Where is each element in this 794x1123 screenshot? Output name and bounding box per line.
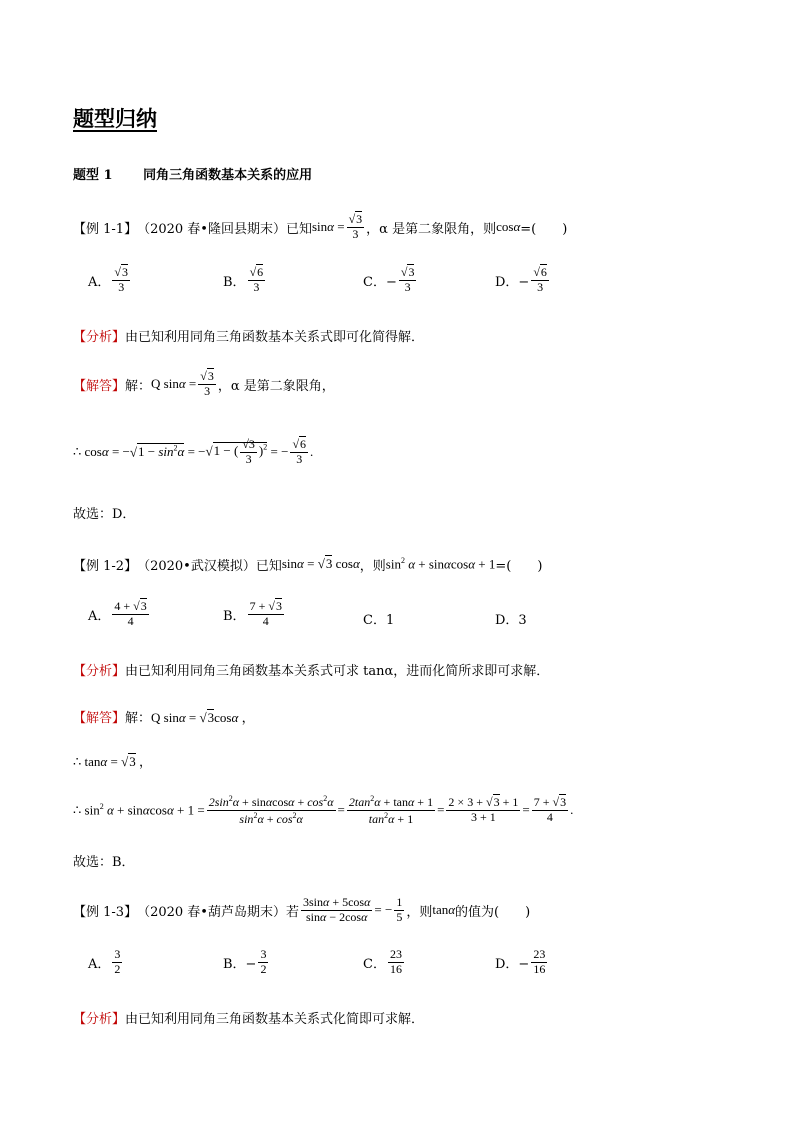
- option-label: D．−: [495, 274, 530, 290]
- option-a: A． $\frac{4 + √3}{4}$: [88, 599, 147, 628]
- choice-1-1: 故选：D．: [73, 507, 136, 522]
- option-a: A． $\frac{√3}{3}$: [88, 265, 128, 294]
- example-1-2-question: 【例 1-2】 （2020•武汉模拟） 已知 sinα = √3 cosα ，则 $\sin^2 \alpha + \sin\alpha\cos\alpha + 1$ =( ): [73, 555, 543, 574]
- option-label: B．−: [223, 956, 257, 972]
- option-d: [495, 609, 527, 628]
- option-b: B． $\frac{√6}{3}$: [223, 265, 264, 294]
- option-label: B．: [223, 608, 246, 624]
- question-text-mid: ，则: [406, 904, 433, 920]
- option-label: C．1: [363, 613, 395, 628]
- example-1-1-question: 【例 1-1】 （2020 春•隆回县期末） 已知 sinα = $\frac{√3}{3}$ ，α 是第二象限角，则 cosα =( ): [73, 211, 568, 241]
- option-b: B．− $\frac{3}{2}$: [223, 947, 267, 976]
- example-tag: 【例 1-1】: [73, 221, 138, 237]
- example-tag: 【例 1-2】: [73, 558, 138, 574]
- answer-1-2: 【解答】 解： Q sinα = √3cosα ，: [73, 706, 255, 726]
- example-tag: 【例 1-3】: [73, 904, 138, 920]
- analysis-text: 由已知利用同角三角函数基本关系式可求 tanα，进而化简所求即可求解．: [125, 664, 550, 679]
- analysis-label: 【分析】: [73, 1012, 126, 1027]
- analysis-text: 由已知利用同角三角函数基本关系式化简即可求解．: [125, 1012, 425, 1027]
- example-source: （2020 春•隆回县期末）: [137, 221, 286, 237]
- option-d: D．− $\frac{√6}{3}$: [495, 265, 547, 294]
- question-text-end: =( ): [520, 221, 568, 237]
- option-b: B． $\frac{7 + √3}{4}$: [223, 599, 282, 628]
- analysis-1-1: [73, 326, 424, 345]
- option-label: D．3: [495, 613, 527, 628]
- option-d: D．− $\frac{23}{16}$: [495, 947, 546, 976]
- answer-text: 解：: [125, 378, 152, 394]
- answer-1-1: 【解答】 解： Q sinα = $\frac{√3}{3}$ ，α 是第二象限角，: [73, 368, 335, 398]
- option-label: A．: [88, 956, 111, 972]
- analysis-text: 由已知利用同角三角函数基本关系式即可化简得解．: [125, 330, 425, 345]
- analysis-1-3: [73, 1008, 424, 1027]
- page-title: 题型归纳: [73, 106, 157, 131]
- option-label: A．: [88, 274, 111, 290]
- section-name: 同角三角函数基本关系的应用: [143, 168, 313, 183]
- analysis-label: 【分析】: [73, 330, 126, 345]
- answer-condition: ，α 是第二象限角，: [217, 378, 335, 394]
- example-source: （2020 春•葫芦岛期末）: [137, 904, 286, 920]
- solution-step-1-1: ∴ cosα = − $√1 - \sin^2\alpha$ = − √1 − ( $\frac{√3}{3}$ )$^2$ = − $\frac{√6}{3}$ .: [73, 436, 314, 466]
- question-text: 若: [285, 904, 299, 920]
- section-heading: [73, 164, 312, 183]
- question-text-mid: ，则: [359, 558, 386, 574]
- question-text-end: 的值为( ): [455, 904, 531, 920]
- question-text-mid: ，α 是第二象限角，则: [366, 221, 497, 237]
- question-text: 已知: [255, 558, 282, 574]
- option-label: C．−: [363, 274, 397, 290]
- example-1-3-question: 【例 1-3】 （2020 春•葫芦岛期末） 若 $\frac{3\sin\alpha + 5\cos\alpha}{\sin\alpha - 2\cos\alpha}$ = − $\frac{1}{5}$ ，则 tanα 的值为( ): [73, 894, 531, 924]
- answer-label: 【解答】: [73, 710, 126, 726]
- solution-step-1-2a: ∴ tanα = √3 ，: [73, 753, 152, 769]
- example-source: （2020•武汉模拟）: [137, 558, 256, 574]
- option-label: C．: [363, 956, 386, 972]
- analysis-1-2: [73, 660, 549, 679]
- option-label: B．: [223, 274, 246, 290]
- option-label: A．: [88, 608, 111, 624]
- choice-1-2: 故选：B．: [73, 855, 135, 870]
- answer-text: 解：: [125, 710, 152, 726]
- option-label: D．−: [495, 956, 530, 972]
- analysis-label: 【分析】: [73, 664, 126, 679]
- option-c: C． $\frac{23}{16}$: [363, 947, 402, 976]
- section-number: 题型 1: [73, 168, 113, 183]
- option-c: C．− $\frac{√3}{3}$: [363, 265, 415, 294]
- option-c: [363, 609, 394, 628]
- option-a: A． $\frac{3}{2}$: [88, 947, 121, 976]
- solution-step-1-2b: ∴ $\sin^2 \alpha + \sin\alpha\cos\alpha + 1$ = $\frac{2\sin^2\alpha + \sin\alpha\cos\alpha + \cos^2\alpha}{\sin^2\alpha + \cos^2\alpha}$ = $\frac{2\tan^2\alpha + \tan\alpha + 1}{\tan^2\alpha + 1}$ = $\frac{2 \times 3 + √3 + 1}{3 + 1}$ = $\frac{7 + √3}{4}$ .: [73, 793, 574, 826]
- question-text-end: =( ): [495, 558, 543, 574]
- question-text: 已知: [285, 221, 312, 237]
- answer-label: 【解答】: [73, 378, 126, 394]
